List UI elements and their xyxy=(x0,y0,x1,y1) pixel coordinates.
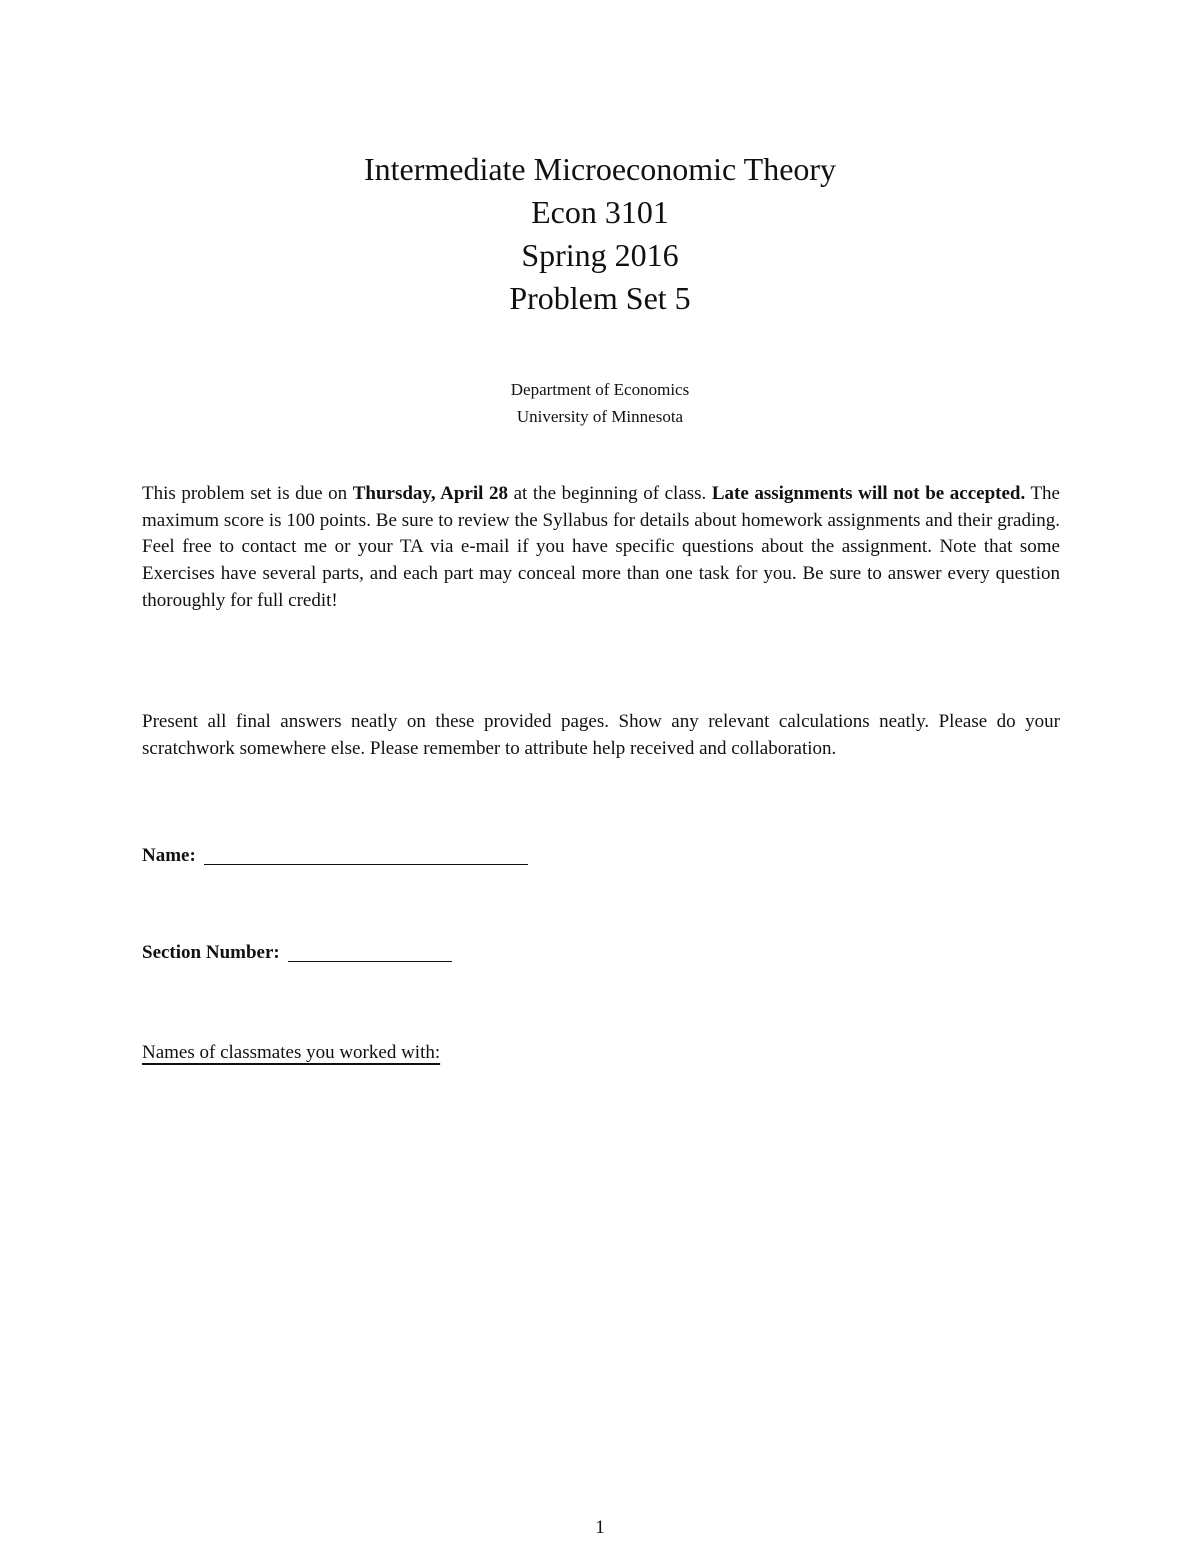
affiliation-block xyxy=(0,376,1200,430)
instructions-paragraph-1 xyxy=(142,481,1060,615)
instructions-paragraph-2: Present all final answers neatly on these provided pages. Show any relevant calculations neatly. Please do your scratchwork somewhere else. Please remember to attribute help received and collaboration. xyxy=(142,711,1060,759)
section-number-blank-line[interactable] xyxy=(288,943,452,962)
title-block xyxy=(0,148,1200,320)
name-label: Name: xyxy=(142,845,196,866)
due-date: Thursday, April 28 xyxy=(352,483,509,504)
section-number-label: Section Number: xyxy=(142,942,280,963)
course-number: Econ 3101 xyxy=(531,194,669,230)
section-number-field xyxy=(142,940,452,966)
instructions-text: This problem set is due on xyxy=(142,483,353,504)
instructions-text: The maximum score is 100 points. Be sure to review the Syllabus for details about homework assignments and their grading. Feel free to contact me or your TA via e-mail if you have specific questions about the assignment. Note that some Exercises have several parts, and each part may conceal more than one task for you. Be sure to answer every question thoroughly for full credit! xyxy=(142,483,1060,611)
department: Department of Economics xyxy=(510,380,690,399)
term: Spring 2016 xyxy=(521,237,679,273)
instructions-text: at the beginning of class. xyxy=(508,483,712,504)
late-policy: Late assignments will not be accepted. xyxy=(711,483,1026,504)
course-title: Intermediate Microeconomic Theory xyxy=(363,151,837,187)
name-blank-line[interactable] xyxy=(204,846,528,865)
page-number: 1 xyxy=(595,1517,605,1538)
assignment-title: Problem Set 5 xyxy=(509,280,691,316)
name-field xyxy=(142,843,528,869)
collaborators-label: Names of classmates you worked with: xyxy=(142,1042,441,1063)
university: University of Minnesota xyxy=(516,407,684,426)
